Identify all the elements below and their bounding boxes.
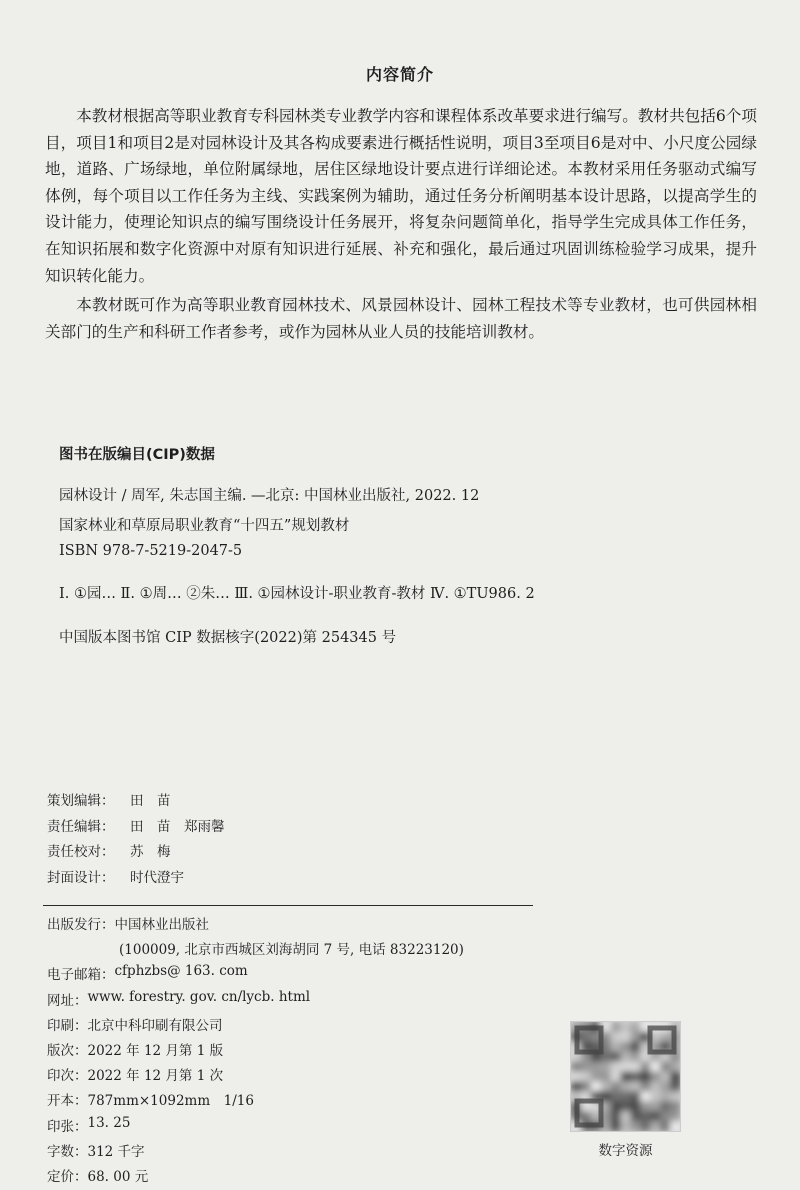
pub-row xyxy=(47,963,464,988)
pub-value: 68. 00 元 xyxy=(87,1168,149,1185)
staff-credits xyxy=(47,789,225,891)
staff-value: 苏 梅 xyxy=(130,844,171,860)
qr-caption: 数字资源 xyxy=(598,1143,653,1159)
pub-key: 印张： xyxy=(47,1118,88,1135)
intro-paragraph-2: 本教材既可作为高等职业教育园林技术、风景园林设计、园林工程技术等专业教材，也可供园林相关部门的生产和科研工作者参考，或作为园林从业人员的技能培训教材。 xyxy=(45,296,757,341)
intro-body xyxy=(45,103,757,345)
staff-row xyxy=(47,815,225,841)
intro-title: 内容简介 xyxy=(365,65,434,84)
publisher-row xyxy=(47,913,464,938)
intro-paragraph-1: 本教材根据高等职业教育专科园林类专业教学内容和课程体系改革要求进行编写。教材共包括6个项目，项目1和项目2是对园林设计及其各构成要素进行概括性说明，项目3至项目6是对中、小尺度公园绿地，道路、广场绿地，单位附属绿地，居住区绿地设计要点进行详细论述。本教材采用任务驱动式编写体例，每个项目以工作任务为主线、实践案例为辅助，通过任务分析阐明基本设计思路，以提高学生的设计能力，使理论知识点的编写围绕设计任务展开，将复杂问题简单化，指导学生完成具体工作任务，在知识拓展和数字化资源中对原有知识进行延展、补充和强化，最后通过巩固训练检验学习成果，提升知识转化能力。 xyxy=(45,107,757,285)
pub-key: 印刷： xyxy=(47,1017,88,1034)
pub-value: 北京中科印刷有限公司 xyxy=(87,1017,223,1034)
pub-value: 312 千字 xyxy=(87,1143,145,1160)
pub-key: 电子邮箱： xyxy=(47,967,115,984)
staff-row xyxy=(47,789,225,815)
pub-value: cfphzbs@ 163. com xyxy=(114,963,248,980)
publication-info xyxy=(47,913,464,1190)
staff-key: 策划编辑： xyxy=(47,793,115,809)
pub-value: 787mm×1092mm 1/16 xyxy=(87,1093,254,1110)
pub-key: 字数： xyxy=(47,1143,88,1160)
pub-key: 定价： xyxy=(47,1168,88,1185)
pub-value: www. forestry. gov. cn/lycb. html xyxy=(87,988,311,1005)
pub-key: 网址： xyxy=(47,992,88,1009)
staff-key: 责任编辑： xyxy=(47,818,115,835)
cip-series-line: 国家林业和草原局职业教育“十四五”规划教材 xyxy=(59,518,350,534)
address-row: (100009, 北京市西城区刘海胡同 7 号, 电话 83223120) xyxy=(119,942,464,959)
staff-value: 田 苗 xyxy=(130,793,171,809)
qr-code[interactable] xyxy=(570,1021,681,1132)
staff-key: 责任校对： xyxy=(47,844,115,860)
pub-row xyxy=(47,1089,464,1114)
pub-value: 中国林业出版社 xyxy=(114,917,209,933)
pub-key: 开本： xyxy=(47,1093,88,1110)
pub-value: 13. 25 xyxy=(87,1114,131,1131)
qr-code-icon xyxy=(571,1022,680,1131)
staff-row xyxy=(47,840,225,866)
cip-heading: 图书在版编目(CIP)数据 xyxy=(59,447,215,463)
pub-row xyxy=(47,1039,464,1064)
pub-row xyxy=(47,1115,464,1140)
staff-row xyxy=(47,866,225,892)
pub-value: 2022 年 12 月第 1 版 xyxy=(87,1042,224,1059)
pub-key: 版次： xyxy=(47,1042,88,1059)
pub-value: 2022 年 12 月第 1 次 xyxy=(87,1068,224,1085)
staff-value: 田 苗 郑雨馨 xyxy=(130,818,225,835)
cip-number-line: 中国版本图书馆 CIP 数据核字(2022)第 254345 号 xyxy=(59,630,397,646)
cip-classification-line: Ⅰ. ①园… Ⅱ. ①周… ②朱… Ⅲ. ①园林设计-职业教育-教材 Ⅳ. ①TU986. 2 xyxy=(59,586,535,602)
pub-row xyxy=(47,1064,464,1089)
divider-rule xyxy=(43,905,533,906)
pub-key: 出版发行： xyxy=(47,917,115,933)
pub-row xyxy=(47,1165,464,1190)
staff-value: 时代澄宇 xyxy=(130,869,184,886)
pub-row xyxy=(47,1014,464,1039)
staff-key: 封面设计： xyxy=(47,869,115,886)
pub-row xyxy=(47,1140,464,1165)
cip-title-line: 园林设计 / 周军, 朱志国主编. —北京: 中国林业出版社, 2022. 12 xyxy=(59,488,480,504)
pub-row xyxy=(47,989,464,1014)
cip-isbn-line: ISBN 978-7-5219-2047-5 xyxy=(59,543,243,559)
pub-key: 印次： xyxy=(47,1068,88,1085)
